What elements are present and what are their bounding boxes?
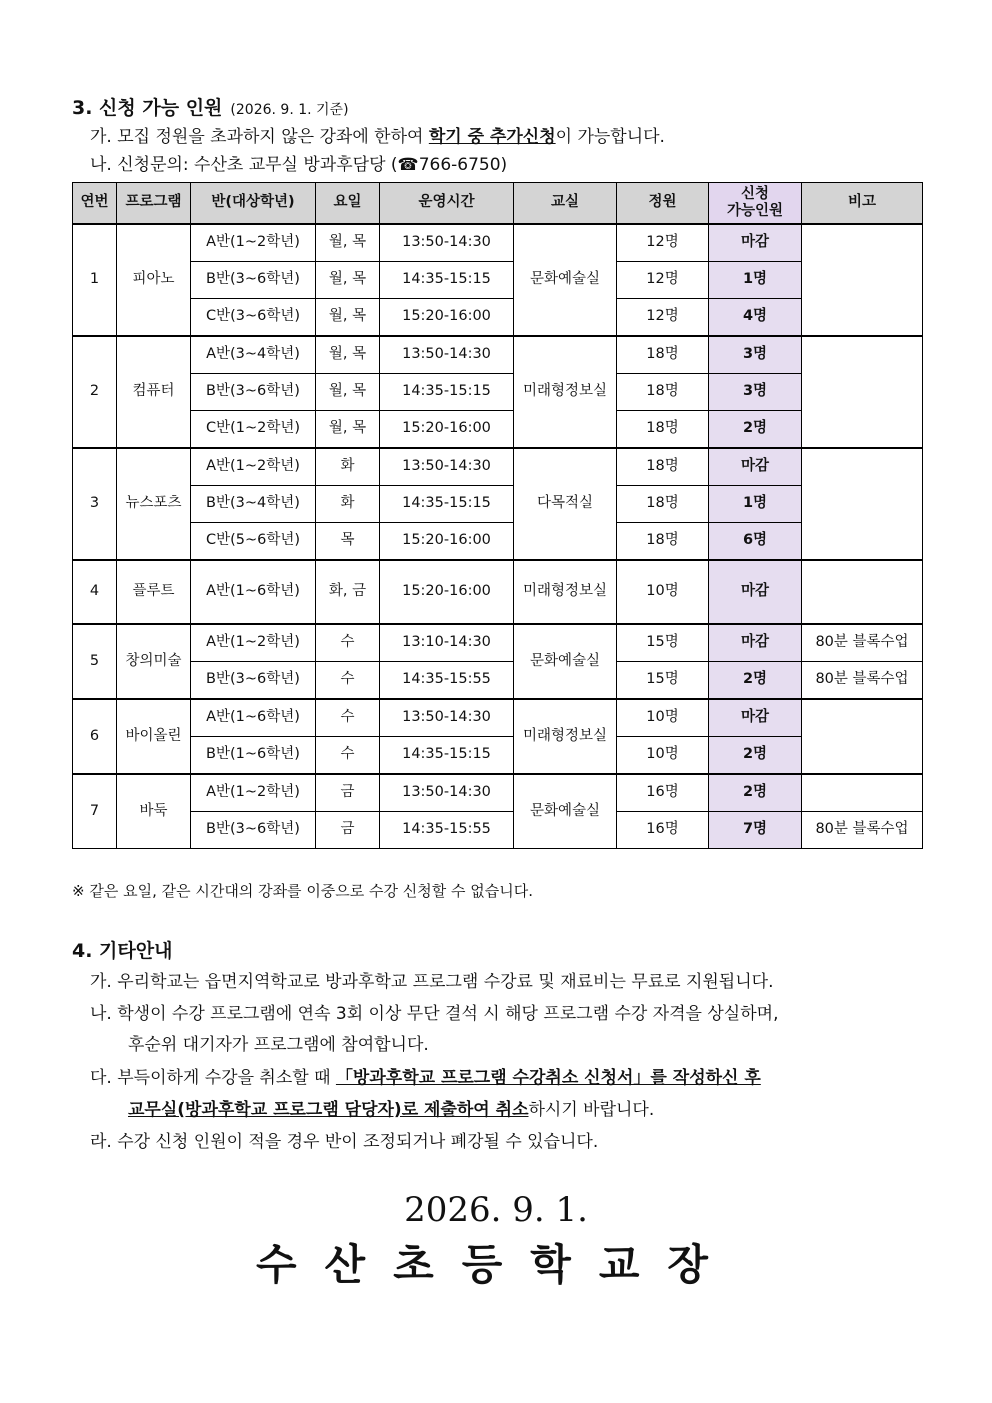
table-row xyxy=(73,299,923,337)
section4-title: 4. 기타안내 xyxy=(72,940,173,962)
section4-item-na-1: 나. 학생이 수강 프로그램에 연속 3회 이상 무단 결석 시 해당 프로그램 수강 자격을 상실하며, xyxy=(90,1004,779,1024)
footer-signature: 수산초등학교장 xyxy=(255,1240,736,1289)
section3-item-ga xyxy=(90,122,665,147)
cell-day: 수 xyxy=(316,699,380,737)
cell-available: 7명 xyxy=(709,812,802,849)
cell-room: 미래형정보실 xyxy=(514,560,617,624)
cell-note: 80분 블록수업 xyxy=(802,624,923,662)
header-cell: 비고 xyxy=(802,183,923,225)
cell-capacity: 12명 xyxy=(617,262,709,299)
cell-time: 15:20-16:00 xyxy=(380,560,514,624)
item-ga-emphasis: 학기 중 추가신청 xyxy=(428,127,556,147)
header-cell: 프로그램 xyxy=(117,183,191,225)
cell-day: 금 xyxy=(316,812,380,849)
cell-program: 바이올린 xyxy=(117,699,191,774)
cell-capacity: 12명 xyxy=(617,299,709,337)
cell-class: B반(3~6학년) xyxy=(191,812,316,849)
cell-available: 2명 xyxy=(709,774,802,812)
cell-no: 4 xyxy=(73,560,117,624)
cell-time: 13:50-14:30 xyxy=(380,336,514,374)
schedule-table xyxy=(72,182,923,849)
section4-item-ga: 가. 우리학교는 읍면지역학교로 방과후학교 프로그램 수강료 및 재료비는 무료로 지원됩니다. xyxy=(90,972,774,992)
cell-program: 플루트 xyxy=(117,560,191,624)
section4-item-na-2: 후순위 대기자가 프로그램에 참여합니다. xyxy=(128,1035,429,1055)
table-row xyxy=(73,336,923,374)
cell-available: 6명 xyxy=(709,523,802,561)
header-cell: 반(대상학년) xyxy=(191,183,316,225)
header-cell: 요일 xyxy=(316,183,380,225)
table-row xyxy=(73,374,923,411)
cell-day: 금 xyxy=(316,774,380,812)
cell-capacity: 12명 xyxy=(617,224,709,262)
cell-time: 14:35-15:15 xyxy=(380,737,514,775)
cell-available: 1명 xyxy=(709,262,802,299)
cell-capacity: 18명 xyxy=(617,486,709,523)
header-cell: 연번 xyxy=(73,183,117,225)
cell-time: 13:50-14:30 xyxy=(380,224,514,262)
cell-available: 1명 xyxy=(709,486,802,523)
table-row xyxy=(73,699,923,737)
table-row xyxy=(73,624,923,662)
header-cell: 정원 xyxy=(617,183,709,225)
cell-time: 14:35-15:15 xyxy=(380,374,514,411)
section3-heading: 3. 신청 가능 인원 xyxy=(72,97,223,119)
table-row xyxy=(73,812,923,849)
cell-capacity: 18명 xyxy=(617,448,709,486)
cell-time: 15:20-16:00 xyxy=(380,411,514,449)
table-row xyxy=(73,411,923,449)
header-cell: 교실 xyxy=(514,183,617,225)
cell-class: B반(3~6학년) xyxy=(191,374,316,411)
cell-no: 2 xyxy=(73,336,117,448)
cell-class: A반(1~2학년) xyxy=(191,224,316,262)
cell-time: 14:35-15:15 xyxy=(380,262,514,299)
cell-capacity: 18명 xyxy=(617,336,709,374)
cell-day: 월, 목 xyxy=(316,411,380,449)
table-row xyxy=(73,224,923,262)
cell-class: C반(5~6학년) xyxy=(191,523,316,561)
cell-class: C반(1~2학년) xyxy=(191,411,316,449)
table-row xyxy=(73,560,923,624)
cell-available: 3명 xyxy=(709,336,802,374)
cell-day: 월, 목 xyxy=(316,299,380,337)
cell-time: 13:50-14:30 xyxy=(380,699,514,737)
cell-day: 화 xyxy=(316,448,380,486)
cell-room: 다목적실 xyxy=(514,448,617,560)
item-da-prefix: 다. 부득이하게 수강을 취소할 때 xyxy=(90,1068,336,1088)
cell-class: A반(1~6학년) xyxy=(191,699,316,737)
cell-capacity: 18명 xyxy=(617,374,709,411)
cell-available: 4명 xyxy=(709,299,802,337)
cell-capacity: 18명 xyxy=(617,523,709,561)
schedule-header xyxy=(73,183,923,225)
section3-item-na: 나. 신청문의: 수산초 교무실 방과후담당 (☎766-6750) xyxy=(90,155,508,175)
cell-day: 수 xyxy=(316,662,380,700)
cell-note xyxy=(802,448,923,560)
cell-class: A반(1~2학년) xyxy=(191,774,316,812)
cell-available: 마감 xyxy=(709,699,802,737)
cell-available: 2명 xyxy=(709,411,802,449)
cell-note: 80분 블록수업 xyxy=(802,812,923,849)
table-row xyxy=(73,662,923,700)
cell-class: C반(3~6학년) xyxy=(191,299,316,337)
cell-available: 2명 xyxy=(709,737,802,775)
cell-time: 15:20-16:00 xyxy=(380,299,514,337)
cell-room: 문화예술실 xyxy=(514,224,617,336)
header-row xyxy=(73,183,923,225)
cell-day: 수 xyxy=(316,737,380,775)
header-cell: 운영시간 xyxy=(380,183,514,225)
cell-capacity: 16명 xyxy=(617,774,709,812)
cell-note xyxy=(802,699,923,774)
cell-capacity: 15명 xyxy=(617,662,709,700)
cell-class: A반(1~2학년) xyxy=(191,624,316,662)
cell-day: 월, 목 xyxy=(316,262,380,299)
cell-capacity: 10명 xyxy=(617,699,709,737)
cell-available: 2명 xyxy=(709,662,802,700)
cell-no: 1 xyxy=(73,224,117,336)
cell-class: A반(1~2학년) xyxy=(191,448,316,486)
cell-time: 13:50-14:30 xyxy=(380,774,514,812)
table-row xyxy=(73,262,923,299)
table-note: ※ 같은 요일, 같은 시간대의 강좌를 이중으로 수강 신청할 수 없습니다. xyxy=(72,882,534,900)
cell-available: 마감 xyxy=(709,448,802,486)
schedule-body xyxy=(73,224,923,849)
cell-room: 문화예술실 xyxy=(514,624,617,699)
cell-class: A반(1~6학년) xyxy=(191,560,316,624)
cell-no: 5 xyxy=(73,624,117,699)
cell-time: 15:20-16:00 xyxy=(380,523,514,561)
cell-note xyxy=(802,336,923,448)
cell-note xyxy=(802,224,923,336)
section4-item-da-2 xyxy=(128,1094,926,1126)
table-row xyxy=(73,523,923,561)
cell-available: 마감 xyxy=(709,560,802,624)
item-da-emphasis-2: 교무실(방과후학교 프로그램 담당자)로 제출하여 취소 xyxy=(128,1100,529,1120)
cell-capacity: 15명 xyxy=(617,624,709,662)
section3-basis: (2026. 9. 1. 기준) xyxy=(230,102,349,118)
section4-item-da-1 xyxy=(90,1062,926,1094)
cell-room: 미래형정보실 xyxy=(514,699,617,774)
cell-class: B반(3~6학년) xyxy=(191,262,316,299)
section3-title xyxy=(72,93,349,120)
cell-no: 7 xyxy=(73,774,117,849)
cell-available: 마감 xyxy=(709,224,802,262)
cell-capacity: 18명 xyxy=(617,411,709,449)
section4-item-ra: 라. 수강 신청 인원이 적을 경우 반이 조정되거나 폐강될 수 있습니다. xyxy=(90,1132,599,1152)
cell-available: 3명 xyxy=(709,374,802,411)
cell-note: 80분 블록수업 xyxy=(802,662,923,700)
cell-class: B반(1~6학년) xyxy=(191,737,316,775)
cell-program: 피아노 xyxy=(117,224,191,336)
cell-day: 월, 목 xyxy=(316,374,380,411)
item-da-suffix: 하시기 바랍니다. xyxy=(528,1100,655,1120)
cell-no: 6 xyxy=(73,699,117,774)
cell-no: 3 xyxy=(73,448,117,560)
cell-day: 월, 목 xyxy=(316,224,380,262)
cell-time: 13:10-14:30 xyxy=(380,624,514,662)
cell-time: 13:50-14:30 xyxy=(380,448,514,486)
cell-room: 미래형정보실 xyxy=(514,336,617,448)
cell-time: 14:35-15:55 xyxy=(380,812,514,849)
cell-time: 14:35-15:55 xyxy=(380,662,514,700)
cell-day: 목 xyxy=(316,523,380,561)
cell-program: 뉴스포츠 xyxy=(117,448,191,560)
cell-day: 수 xyxy=(316,624,380,662)
table-row xyxy=(73,774,923,812)
item-ga-suffix: 이 가능합니다. xyxy=(555,127,665,147)
cell-note xyxy=(802,560,923,624)
footer-date: 2026. 9. 1. xyxy=(404,1190,588,1230)
table-row xyxy=(73,486,923,523)
cell-class: B반(3~4학년) xyxy=(191,486,316,523)
cell-note xyxy=(802,774,923,812)
cell-class: B반(3~6학년) xyxy=(191,662,316,700)
cell-time: 14:35-15:15 xyxy=(380,486,514,523)
item-ga-prefix: 가. 모집 정원을 초과하지 않은 강좌에 한하여 xyxy=(90,127,429,147)
cell-program: 컴퓨터 xyxy=(117,336,191,448)
cell-room: 문화예술실 xyxy=(514,774,617,849)
cell-capacity: 16명 xyxy=(617,812,709,849)
header-cell: 신청 가능인원 xyxy=(709,183,802,225)
cell-day: 월, 목 xyxy=(316,336,380,374)
cell-class: A반(3~4학년) xyxy=(191,336,316,374)
item-da-emphasis-1: 「방과후학교 프로그램 수강취소 신청서」를 작성하신 후 xyxy=(335,1068,761,1088)
cell-program: 창의미술 xyxy=(117,624,191,699)
cell-capacity: 10명 xyxy=(617,737,709,775)
cell-day: 화, 금 xyxy=(316,560,380,624)
cell-program: 바둑 xyxy=(117,774,191,849)
table-row xyxy=(73,448,923,486)
cell-day: 화 xyxy=(316,486,380,523)
cell-available: 마감 xyxy=(709,624,802,662)
cell-capacity: 10명 xyxy=(617,560,709,624)
table-row xyxy=(73,737,923,775)
